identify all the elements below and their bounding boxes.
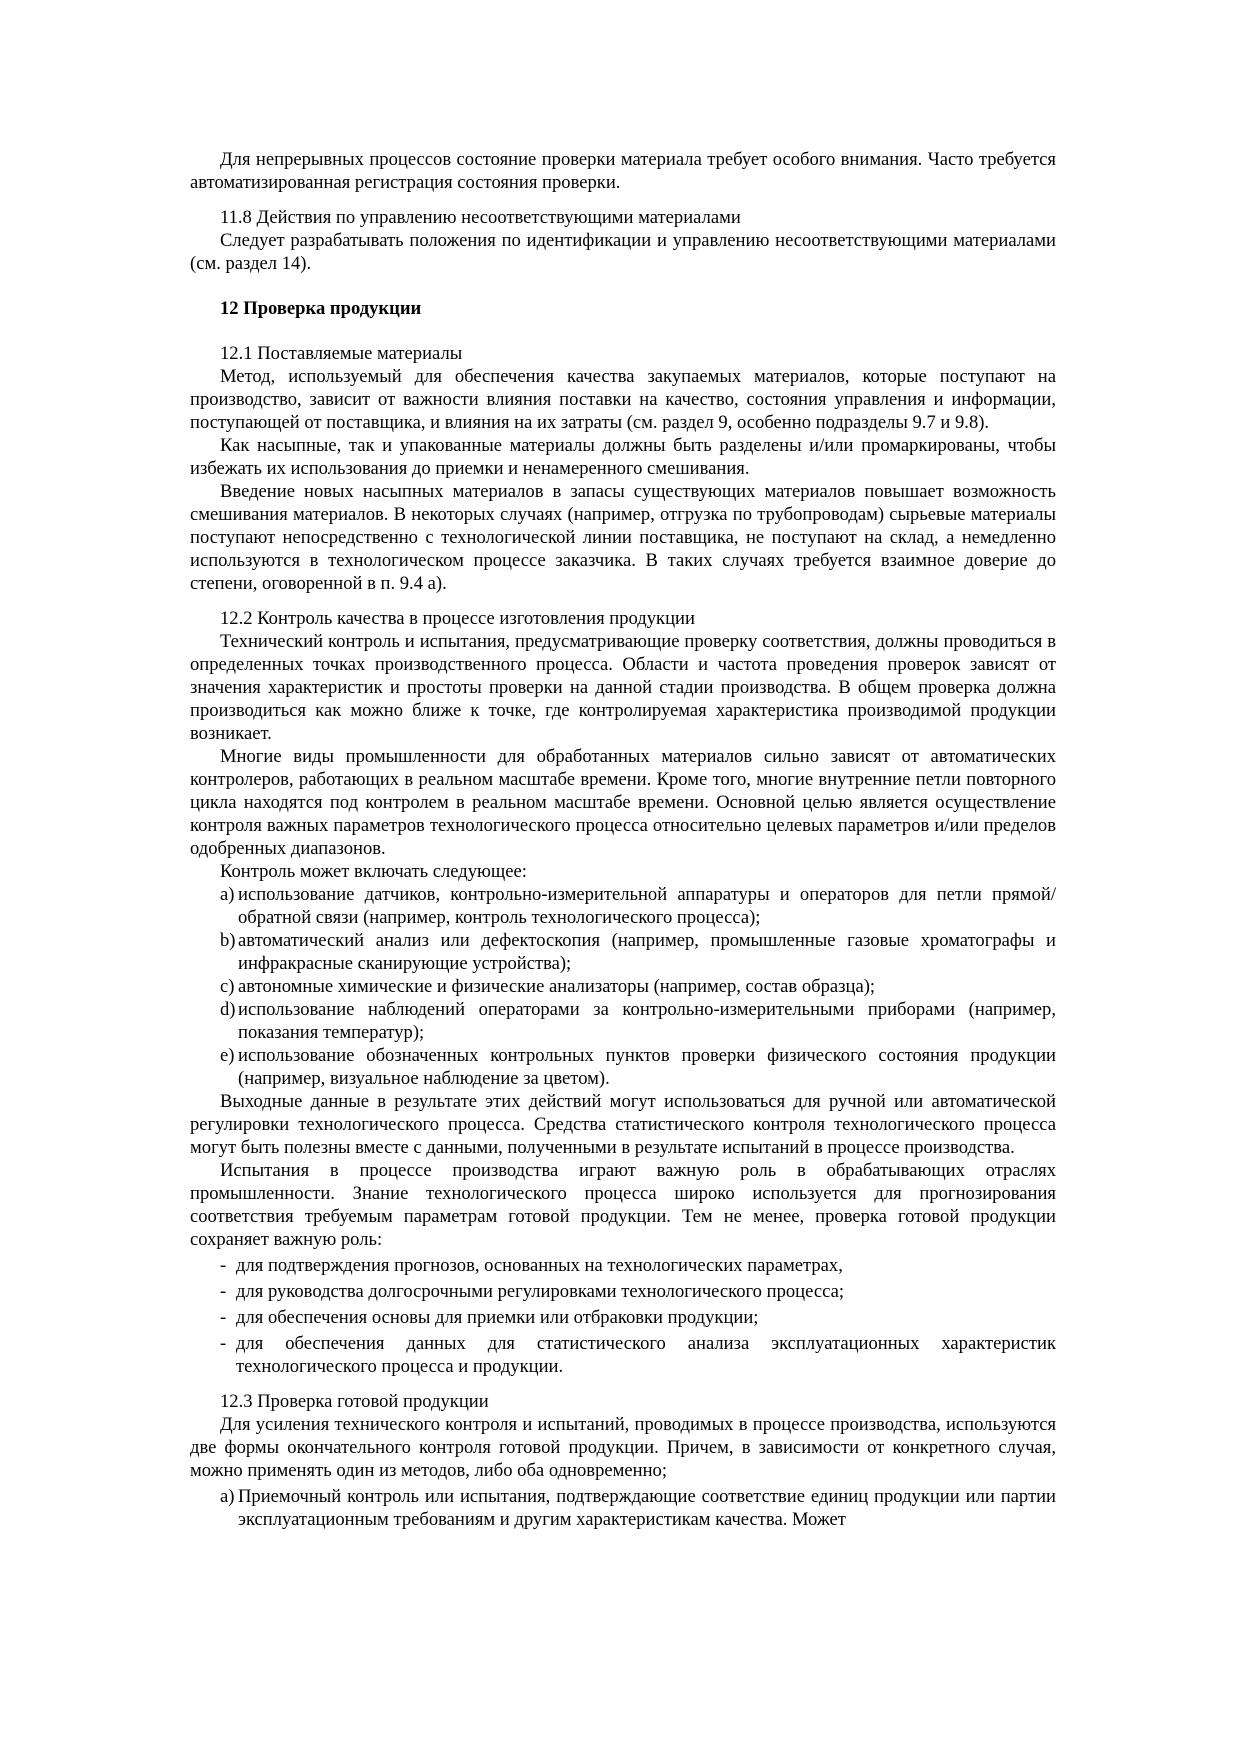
list-item-text: использование обозначенных контрольных пунктов проверки физического состояния продукции (например, визуальное наблюдение за цветом). [238,1045,1056,1089]
list-marker: e) [220,1045,235,1066]
paragraph-12-2-4: Выходные данные в результате этих действий могут использоваться для ручной или автоматической регулировки технологического процесса. Средства статистического контроля технологического процесса могут быть полезны вместе с данными, полученными в результате испытаний в процессе производства. [190,1091,1056,1158]
dash-list [190,1254,1056,1378]
list-item-text: автономные химические и физические анализаторы (например, состав образца); [238,976,876,997]
list-marker: b) [220,930,236,951]
paragraph-12-2-1: Технический контроль и испытания, предусматривающие проверку соответствия, должны проводиться в определенных точках производственного процесса. Области и частота проведения проверок зависят от значения характеристик и простоты проверки на данной стадии производства. В общем проверка должна производиться как можно ближе к точке, где контролируемая характеристика производимой продукции возникает. [190,631,1056,744]
subsection-title-12-2: 12.2 Контроль качества в процессе изготовления продукции [220,608,695,629]
dash-marker: - [220,1255,227,1276]
subsection-title-11-8: 11.8 Действия по управлению несоответствующими материалами [220,207,741,228]
list-item-text: Приемочный контроль или испытания, подтверждающие соответствие единиц продукции или партии эксплуатационным требованиям и другим характеристикам качества. Может [238,1486,1056,1530]
subsection-title-12-3: 12.3 Проверка готовой продукции [220,1391,489,1412]
paragraph-12-2-2: Многие виды промышленности для обработанных материалов сильно зависят от автоматических контролеров, работающих в реальном масштабе времени. Кроме того, многие внутренние петли повторного цикла находятся под контролем в реальном масштабе времени. Основной целью является осуществление контроля важных параметров технологического процесса относительно целевых параметров и/или пределов одобренных диапазонов. [190,746,1056,859]
list-item [220,975,1056,998]
paragraph-11-8: Следует разрабатывать положения по идентификации и управлению несоответствующими материалами (см. раздел 14). [190,230,1056,274]
list-item-text: автоматический анализ или дефектоскопия (например, промышленные газовые хроматографы и инфракрасные сканирующие устройства); [238,930,1056,974]
list-item [220,1044,1056,1090]
paragraph-12-2-3: Контроль может включать следующее: [220,861,527,882]
section-heading-12: 12 Проверка продукции [220,298,422,319]
dash-item-text: для руководства долгосрочными регулировками технологического процесса; [236,1281,844,1302]
list-marker: d) [220,999,236,1020]
dash-marker: - [220,1307,227,1328]
list-item [220,998,1056,1044]
paragraph-12-1-2: Как насыпные, так и упакованные материалы должны быть разделены и/или промаркированы, чтобы избежать их использования до приемки и ненамеренного смешивания. [190,435,1056,479]
dash-list-item [220,1254,1056,1277]
paragraph-12-1-1: Метод, используемый для обеспечения качества закупаемых материалов, которые поступают на производство, зависит от важности влияния поставки на качество, состояния управления и информации, поступающей от поставщика, и влияния на их затраты (см. раздел 9, особенно подразделы 9.7 и 9.8). [190,366,1056,433]
control-list [190,883,1056,1090]
paragraph-continuous-processes: Для непрерывных процессов состояние проверки материала требует особого внимания. Часто требуется автоматизированная регистрация состояния проверки. [190,149,1056,193]
list-marker: a) [220,884,235,905]
dash-marker: - [220,1333,227,1354]
dash-item-text: для подтверждения прогнозов, основанных на технологических параметрах, [236,1255,843,1276]
dash-marker: - [220,1281,227,1302]
list-item-text: использование наблюдений операторами за контрольно-измерительными приборами (например, показания температур); [238,999,1056,1043]
dash-list-item [220,1306,1056,1329]
list-item [220,929,1056,975]
list-item-text: использование датчиков, контрольно-измерительной аппаратуры и операторов для петли прямой/обратной связи (например, контроль технологического процесса); [238,884,1056,928]
paragraph-12-1-3: Введение новых насыпных материалов в запасы существующих материалов повышает возможность смешивания материалов. В некоторых случаях (например, отгрузка по трубопроводам) сырьевые материалы поступают непосредственно с технологической линии поставщика, не поступают на склад, а немедленно используются в технологическом процессе заказчика. В таких случаях требуется взаимное доверие до степени, оговоренной в п. 9.4 а). [190,481,1056,594]
paragraph-12-3-1: Для усиления технического контроля и испытаний, проводимых в процессе производства, используются две формы окончательного контроля готовой продукции. Причем, в зависимости от конкретного случая, можно применять один из методов, либо оба одновременно; [190,1414,1056,1481]
dash-item-text: для обеспечения основы для приемки или отбраковки продукции; [236,1307,759,1328]
list-marker: a) [220,1486,235,1507]
list-marker: c) [220,976,235,997]
dash-item-text: для обеспечения данных для статистического анализа эксплуатационных характеристик технологического процесса и продукции. [236,1333,1056,1377]
subsection-title-12-1: 12.1 Поставляемые материалы [220,343,463,364]
document-page [190,148,1056,1531]
paragraph-12-2-5: Испытания в процессе производства играют важную роль в обрабатывающих отраслях промышленности. Знание технологического процесса широко используется для прогнозирования соответствия требуемым параметрам готовой продукции. Тем не менее, проверка готовой продукции сохраняет важную роль: [190,1160,1056,1250]
dash-list-item [220,1280,1056,1303]
dash-list-item [220,1332,1056,1378]
list-item [220,1485,1056,1531]
list-item [220,883,1056,929]
